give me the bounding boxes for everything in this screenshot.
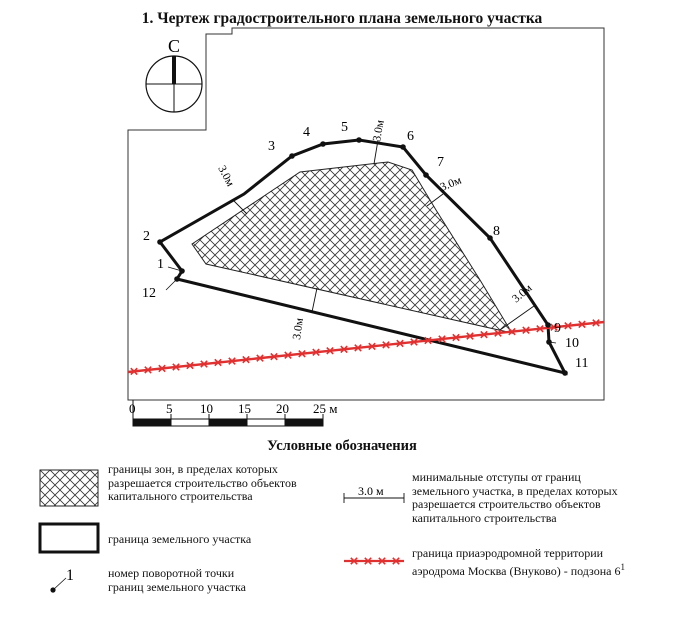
drawing-title: 1. Чертеж градостроительного плана земельного участка <box>141 10 543 27</box>
scale-tick-15: 15 <box>238 401 251 416</box>
point-label-2: 2 <box>143 229 150 244</box>
legend-title: Условные обозначения <box>267 438 417 454</box>
scale-tick-5: 5 <box>166 401 173 416</box>
legend-setback-label: 3.0 м <box>358 484 384 498</box>
legend-airport-label: граница приаэродромной территории аэродрома Москва (Внуково) - подзона 6 <box>412 546 621 578</box>
buildable-zone <box>192 162 512 333</box>
scale-tick-20: 20 <box>276 401 289 416</box>
legend-airport-symbol <box>344 558 404 564</box>
scale-tick-25: 25 м <box>313 401 338 416</box>
legend-airport-sup: 1 <box>620 561 625 572</box>
point-label-6: 6 <box>407 129 414 144</box>
point-label-7: 7 <box>437 155 444 170</box>
point-label-4: 4 <box>303 125 310 140</box>
point-label-1: 1 <box>157 257 164 272</box>
point-label-10: 10 <box>565 336 579 351</box>
point-label-3: 3 <box>268 139 275 154</box>
north-arrow <box>146 36 202 112</box>
legend-setback-symbol <box>344 484 404 503</box>
scale-tick-10: 10 <box>200 401 213 416</box>
legend-zone-text: границы зон, в пределах которых разрешается строительство объектов капитального строительства <box>108 462 297 503</box>
setback-label-left: 3.0м <box>215 163 237 189</box>
legend-plot-swatch <box>40 524 98 552</box>
point-label-9: 9 <box>554 321 561 336</box>
point-label-5: 5 <box>341 120 348 135</box>
point-label-12: 12 <box>142 286 156 301</box>
legend-point-text: номер поворотной точки границ земельного участка <box>108 566 246 594</box>
north-label: С <box>168 36 181 56</box>
scale-tick-0: 0 <box>129 401 136 416</box>
legend-setback-text: минимальные отступы от границ земельного участка, в пределах которых разрешается строительство объектов капитального строительства <box>412 470 618 525</box>
setback-label-top: 3.0м <box>371 119 387 143</box>
legend-plot-text: граница земельного участка <box>108 532 252 546</box>
setback-label-right: 3.0м <box>438 174 464 194</box>
setback-label-corner: 3.0м <box>510 282 535 306</box>
legend-point-symbol <box>50 567 74 593</box>
point-label-11: 11 <box>575 356 589 371</box>
scale-bar <box>129 400 337 426</box>
legend-zone-swatch <box>40 470 98 506</box>
legend-point-number: 1 <box>66 567 74 584</box>
setback-label-bottom: 3.0м <box>291 317 306 341</box>
point-label-8: 8 <box>493 224 500 239</box>
legend-airport-text <box>412 547 625 578</box>
